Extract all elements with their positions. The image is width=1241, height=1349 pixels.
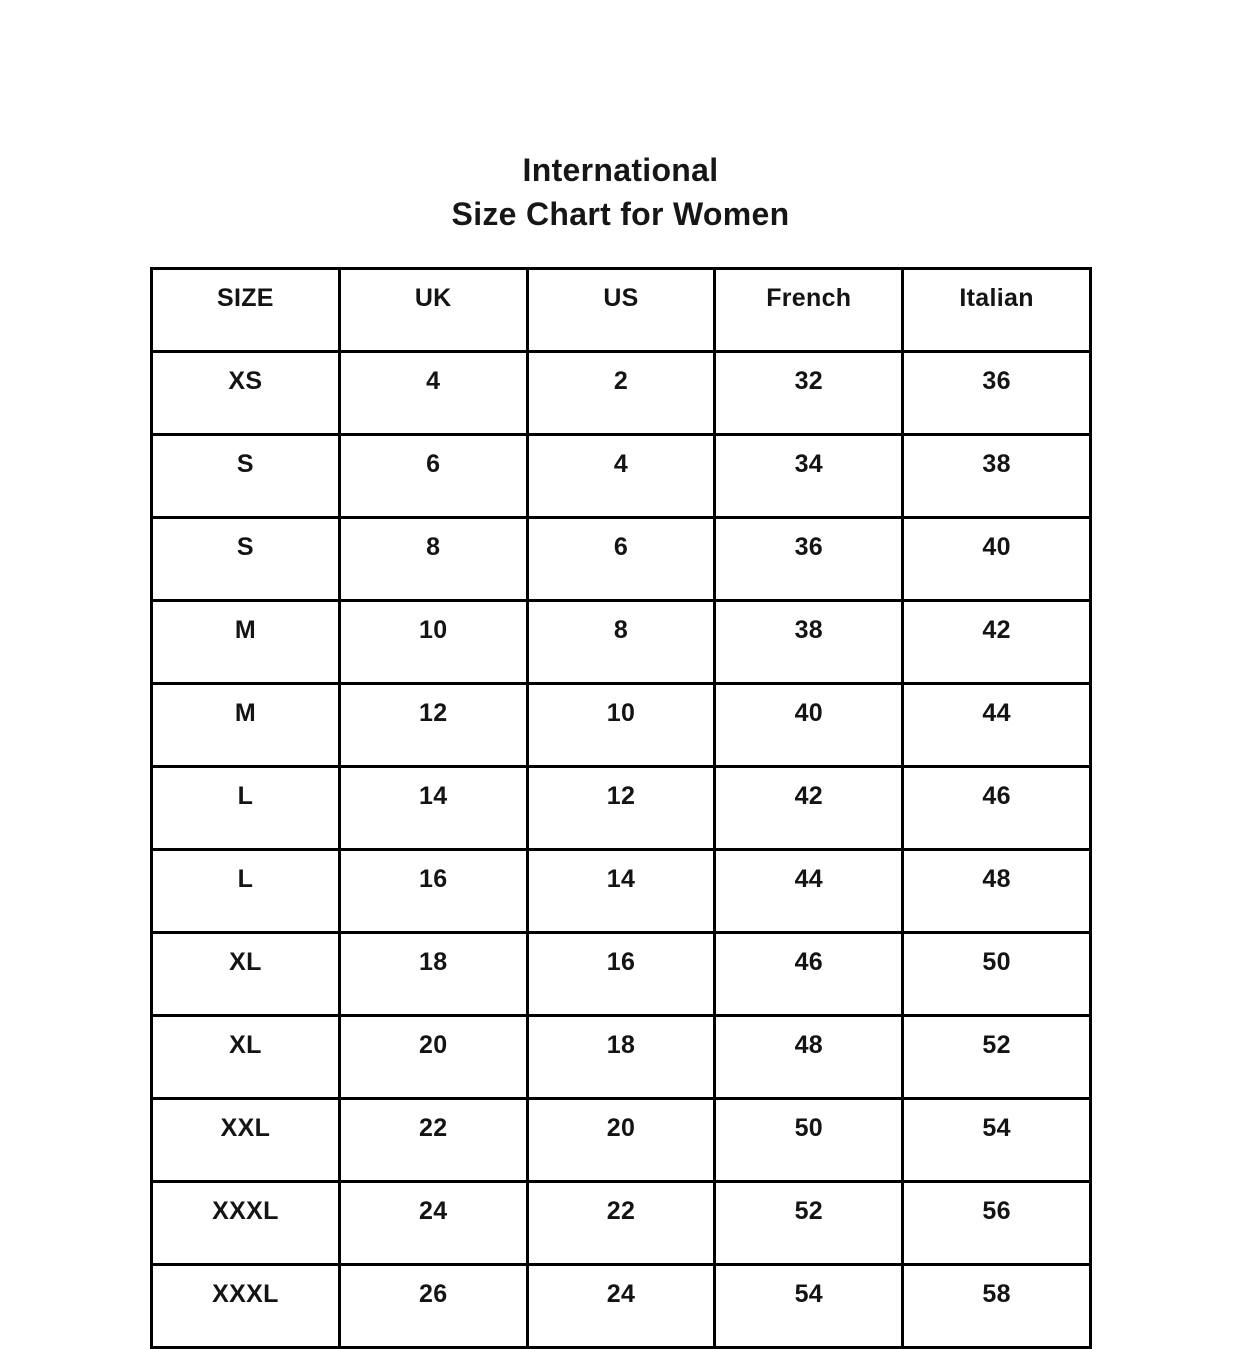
- data-cell: 52: [715, 1182, 903, 1265]
- table-row: [152, 1099, 1091, 1182]
- data-cell: 10: [339, 601, 527, 684]
- size-cell: XL: [152, 1016, 340, 1099]
- table-row: [152, 1265, 1091, 1348]
- data-cell: 50: [903, 933, 1091, 1016]
- data-cell: 22: [339, 1099, 527, 1182]
- size-cell: L: [152, 767, 340, 850]
- table-row: [152, 1016, 1091, 1099]
- table-header: [152, 269, 1091, 352]
- data-cell: 14: [527, 850, 715, 933]
- header-cell-uk: UK: [339, 269, 527, 352]
- size-cell: S: [152, 518, 340, 601]
- data-cell: 52: [903, 1016, 1091, 1099]
- data-cell: 36: [715, 518, 903, 601]
- size-cell: XXXL: [152, 1182, 340, 1265]
- data-cell: 10: [527, 684, 715, 767]
- data-cell: 26: [339, 1265, 527, 1348]
- data-cell: 50: [715, 1099, 903, 1182]
- data-cell: 38: [903, 435, 1091, 518]
- data-cell: 44: [903, 684, 1091, 767]
- size-cell: XS: [152, 352, 340, 435]
- table-row: [152, 933, 1091, 1016]
- data-cell: 4: [527, 435, 715, 518]
- header-cell-italian: Italian: [903, 269, 1091, 352]
- title-line-1: International: [522, 152, 719, 188]
- size-cell: XL: [152, 933, 340, 1016]
- table-body: [152, 352, 1091, 1348]
- data-cell: 24: [527, 1265, 715, 1348]
- data-cell: 46: [715, 933, 903, 1016]
- data-cell: 48: [715, 1016, 903, 1099]
- data-cell: 6: [527, 518, 715, 601]
- data-cell: 40: [715, 684, 903, 767]
- size-cell: S: [152, 435, 340, 518]
- size-cell: L: [152, 850, 340, 933]
- data-cell: 22: [527, 1182, 715, 1265]
- table-row: [152, 850, 1091, 933]
- data-cell: 16: [339, 850, 527, 933]
- table-row: [152, 518, 1091, 601]
- data-cell: 24: [339, 1182, 527, 1265]
- data-cell: 8: [527, 601, 715, 684]
- data-cell: 18: [339, 933, 527, 1016]
- data-cell: 18: [527, 1016, 715, 1099]
- title-line-2: Size Chart for Women: [451, 196, 790, 232]
- data-cell: 8: [339, 518, 527, 601]
- table-row: [152, 601, 1091, 684]
- data-cell: 42: [715, 767, 903, 850]
- table-row: [152, 767, 1091, 850]
- size-cell: XXL: [152, 1099, 340, 1182]
- data-cell: 2: [527, 352, 715, 435]
- data-cell: 44: [715, 850, 903, 933]
- data-cell: 6: [339, 435, 527, 518]
- data-cell: 12: [339, 684, 527, 767]
- data-cell: 54: [715, 1265, 903, 1348]
- data-cell: 4: [339, 352, 527, 435]
- page-title: [0, 148, 1241, 236]
- data-cell: 46: [903, 767, 1091, 850]
- data-cell: 48: [903, 850, 1091, 933]
- header-cell-french: French: [715, 269, 903, 352]
- data-cell: 42: [903, 601, 1091, 684]
- data-cell: 54: [903, 1099, 1091, 1182]
- data-cell: 12: [527, 767, 715, 850]
- data-cell: 34: [715, 435, 903, 518]
- size-cell: M: [152, 601, 340, 684]
- data-cell: 32: [715, 352, 903, 435]
- size-cell: M: [152, 684, 340, 767]
- data-cell: 16: [527, 933, 715, 1016]
- size-cell: XXXL: [152, 1265, 340, 1348]
- data-cell: 56: [903, 1182, 1091, 1265]
- table-row: [152, 435, 1091, 518]
- data-cell: 38: [715, 601, 903, 684]
- data-cell: 14: [339, 767, 527, 850]
- table-row: [152, 352, 1091, 435]
- data-cell: 36: [903, 352, 1091, 435]
- header-cell-us: US: [527, 269, 715, 352]
- table-row: [152, 1182, 1091, 1265]
- data-cell: 20: [527, 1099, 715, 1182]
- data-cell: 20: [339, 1016, 527, 1099]
- table-row: [152, 684, 1091, 767]
- size-chart-table: [150, 267, 1092, 1349]
- header-row: [152, 269, 1091, 352]
- data-cell: 58: [903, 1265, 1091, 1348]
- data-cell: 40: [903, 518, 1091, 601]
- header-cell-size: SIZE: [152, 269, 340, 352]
